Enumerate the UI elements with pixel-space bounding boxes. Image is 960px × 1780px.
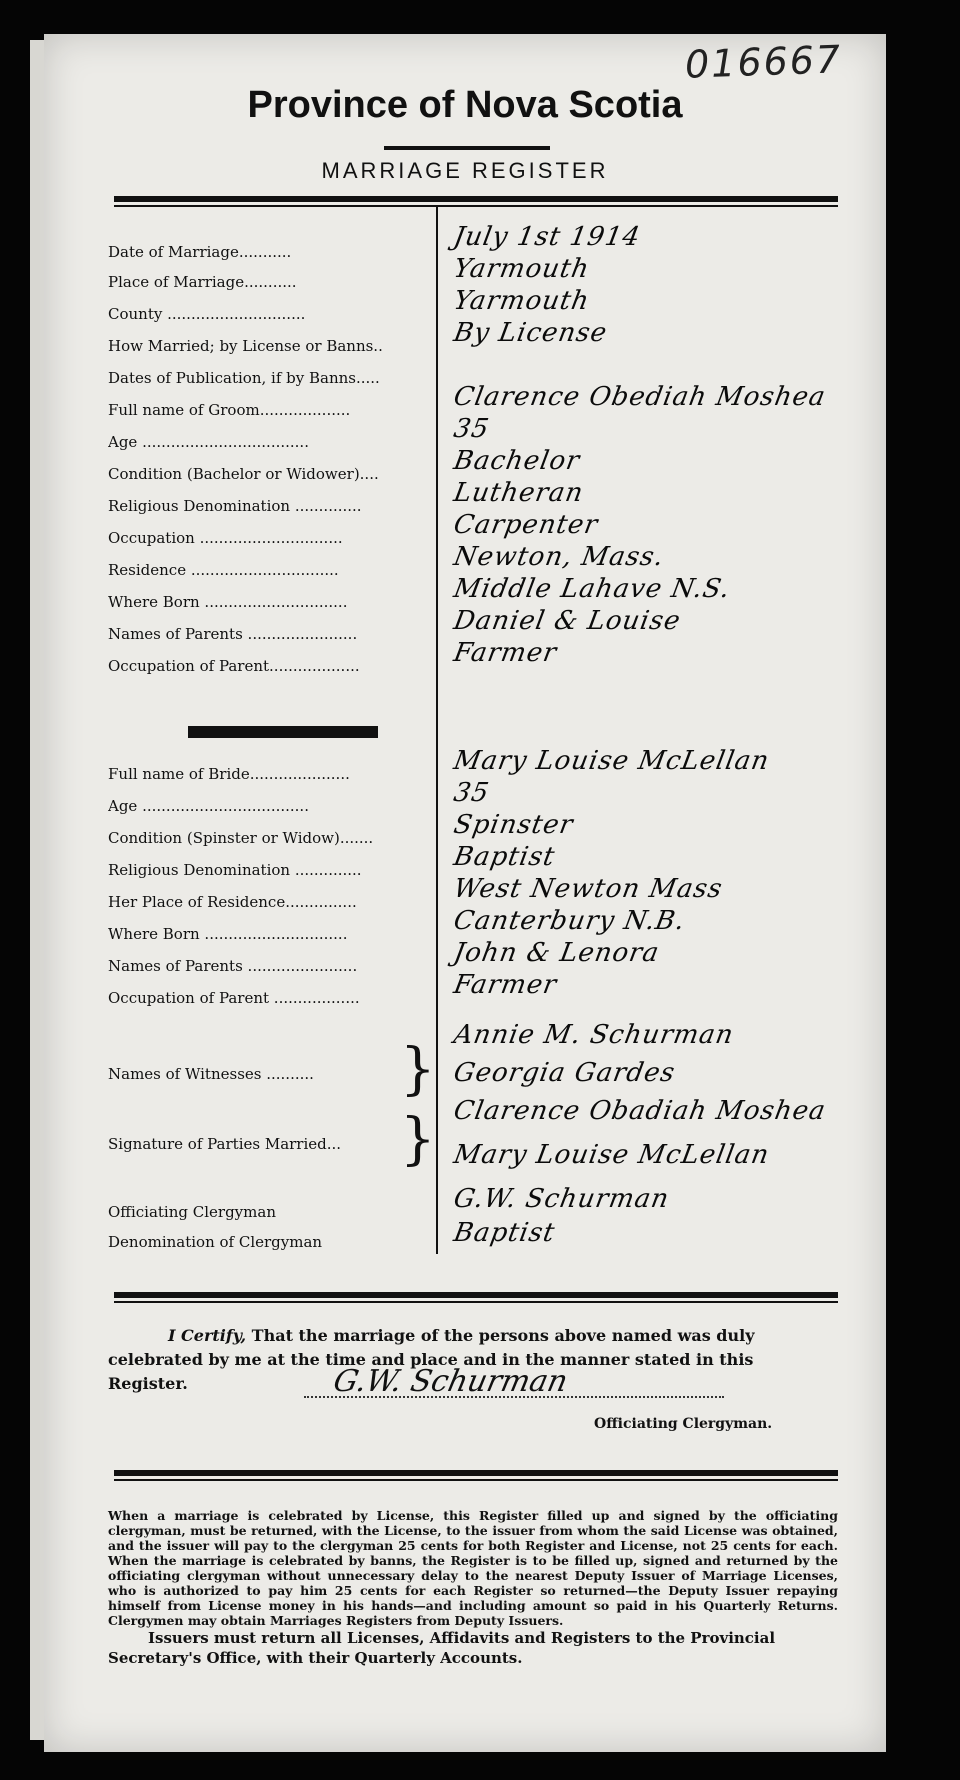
clergy-label: Denomination of Clergyman <box>108 1233 323 1251</box>
field-label: Condition (Bachelor or Widower).... <box>108 465 379 483</box>
field-label: Date of Marriage........... <box>108 243 292 261</box>
party-signature: Mary Louise McLellan <box>451 1140 772 1170</box>
field-value: 35 <box>451 778 492 808</box>
reference-number: 016667 <box>684 37 843 87</box>
field-value: Farmer <box>451 970 560 1000</box>
field-label: Age ................................... <box>108 797 309 815</box>
form-subtitle: MARRIAGE REGISTER <box>321 158 609 183</box>
field-label: Where Born .............................. <box>108 925 348 943</box>
signature-caption: Officiating Clergyman. <box>594 1416 773 1432</box>
field-value: Clarence Obediah Moshea <box>451 382 829 412</box>
field-label: County ............................. <box>108 305 306 323</box>
issuers-notice: Issuers must return all Licenses, Affidavits and Registers to the Provincial Secretary's Office, with their Quarterly Accounts. <box>108 1629 776 1667</box>
field-value: Middle Lahave N.S. <box>451 574 733 604</box>
header-rule <box>114 196 838 202</box>
party-signature: Clarence Obadiah Moshea <box>451 1096 829 1126</box>
notice-rule <box>114 1470 838 1476</box>
field-value: Newton, Mass. <box>451 542 667 572</box>
field-label: How Married; by License or Banns.. <box>108 337 383 355</box>
field-value: July 1st 1914 <box>451 222 643 252</box>
witness-name: Georgia Gardes <box>451 1058 678 1088</box>
bride-section-bar <box>188 726 378 738</box>
witnesses-brace: } <box>400 1037 436 1102</box>
field-label: Names of Parents ....................... <box>108 957 358 975</box>
field-value: Yarmouth <box>451 254 592 284</box>
field-label: Age ................................... <box>108 433 309 451</box>
witness-name: Annie M. Schurman <box>451 1020 737 1050</box>
field-label: Condition (Spinster or Widow)....... <box>108 829 374 847</box>
field-label: Dates of Publication, if by Banns..... <box>108 369 380 387</box>
field-label: Where Born .............................. <box>108 593 348 611</box>
field-value: Farmer <box>451 638 560 668</box>
clergy-label: Officiating Clergyman <box>108 1203 276 1221</box>
field-value: Bachelor <box>451 446 583 476</box>
field-value: Lutheran <box>451 478 586 508</box>
field-value: Daniel & Louise <box>451 606 684 636</box>
title-underline <box>384 146 550 150</box>
form-title: Province of Nova Scotia <box>247 84 683 126</box>
certify-rule-thin <box>114 1301 838 1303</box>
clergy-value: G.W. Schurman <box>451 1184 672 1214</box>
field-label: Full name of Bride..................... <box>108 765 350 783</box>
field-label: Religious Denomination .............. <box>108 497 362 515</box>
field-label: Occupation of Parent................... <box>108 657 360 675</box>
field-label: Religious Denomination .............. <box>108 861 362 879</box>
field-value: By License <box>451 318 610 348</box>
field-value: Carpenter <box>451 510 601 540</box>
field-label: Residence ............................... <box>108 561 339 579</box>
field-value: Yarmouth <box>451 286 592 316</box>
field-value: Canterbury N.B. <box>451 906 688 936</box>
field-value: Baptist <box>451 842 558 872</box>
field-label: Names of Parents ....................... <box>108 625 358 643</box>
signatures-brace: } <box>400 1107 436 1172</box>
clergy-value: Baptist <box>451 1218 558 1248</box>
witnesses-label: Names of Witnesses .......... <box>108 1065 314 1083</box>
field-label: Occupation of Parent .................. <box>108 989 360 1007</box>
certify-text: That the marriage of the persons above named was duly celebrated by me at the time and place and in the manner stated in this Register. <box>108 1326 755 1393</box>
clergy-signature: G.W. Schurman <box>330 1364 571 1399</box>
column-divider <box>436 206 438 1254</box>
field-label: Full name of Groom................... <box>108 401 351 419</box>
field-label: Occupation .............................. <box>108 529 343 547</box>
signatures-label: Signature of Parties Married... <box>108 1135 342 1153</box>
field-value: 35 <box>451 414 492 444</box>
field-label: Her Place of Residence............... <box>108 893 357 911</box>
field-value: Spinster <box>451 810 576 840</box>
notice-rule-thin <box>114 1479 838 1481</box>
register-form <box>44 34 886 1752</box>
instructions-notice: When a marriage is celebrated by License, this Register filled up and signed by the officiating clergyman, must be returned, with the License, to the issuer from whom the said License was obtained, and the issuer will pay to the clergyman 25 cents for both Register and License, not 25 cents for each. When the marriage is celebrated by banns, the Register is to be filled up, signed and returned by the officiating clergyman without unnecessary delay to the nearest Deputy Issuer of Marriage Licenses, who is authorized to pay him 25 cents for each Register so returned—the Deputy Issuer repaying himself from License money in his hands—and including amount so paid in his Quarterly Returns. Clergymen may obtain Marriages Registers from Deputy Issuers. <box>108 1508 838 1628</box>
header-rule-thin <box>114 205 838 207</box>
signature-line <box>304 1396 724 1398</box>
field-label: Place of Marriage........... <box>108 273 297 291</box>
field-value: West Newton Mass <box>451 874 726 904</box>
certify-rule <box>114 1292 838 1298</box>
field-value: John & Lenora <box>451 938 662 968</box>
field-value: Mary Louise McLellan <box>451 746 772 776</box>
certify-lead: I Certify, <box>168 1326 247 1345</box>
